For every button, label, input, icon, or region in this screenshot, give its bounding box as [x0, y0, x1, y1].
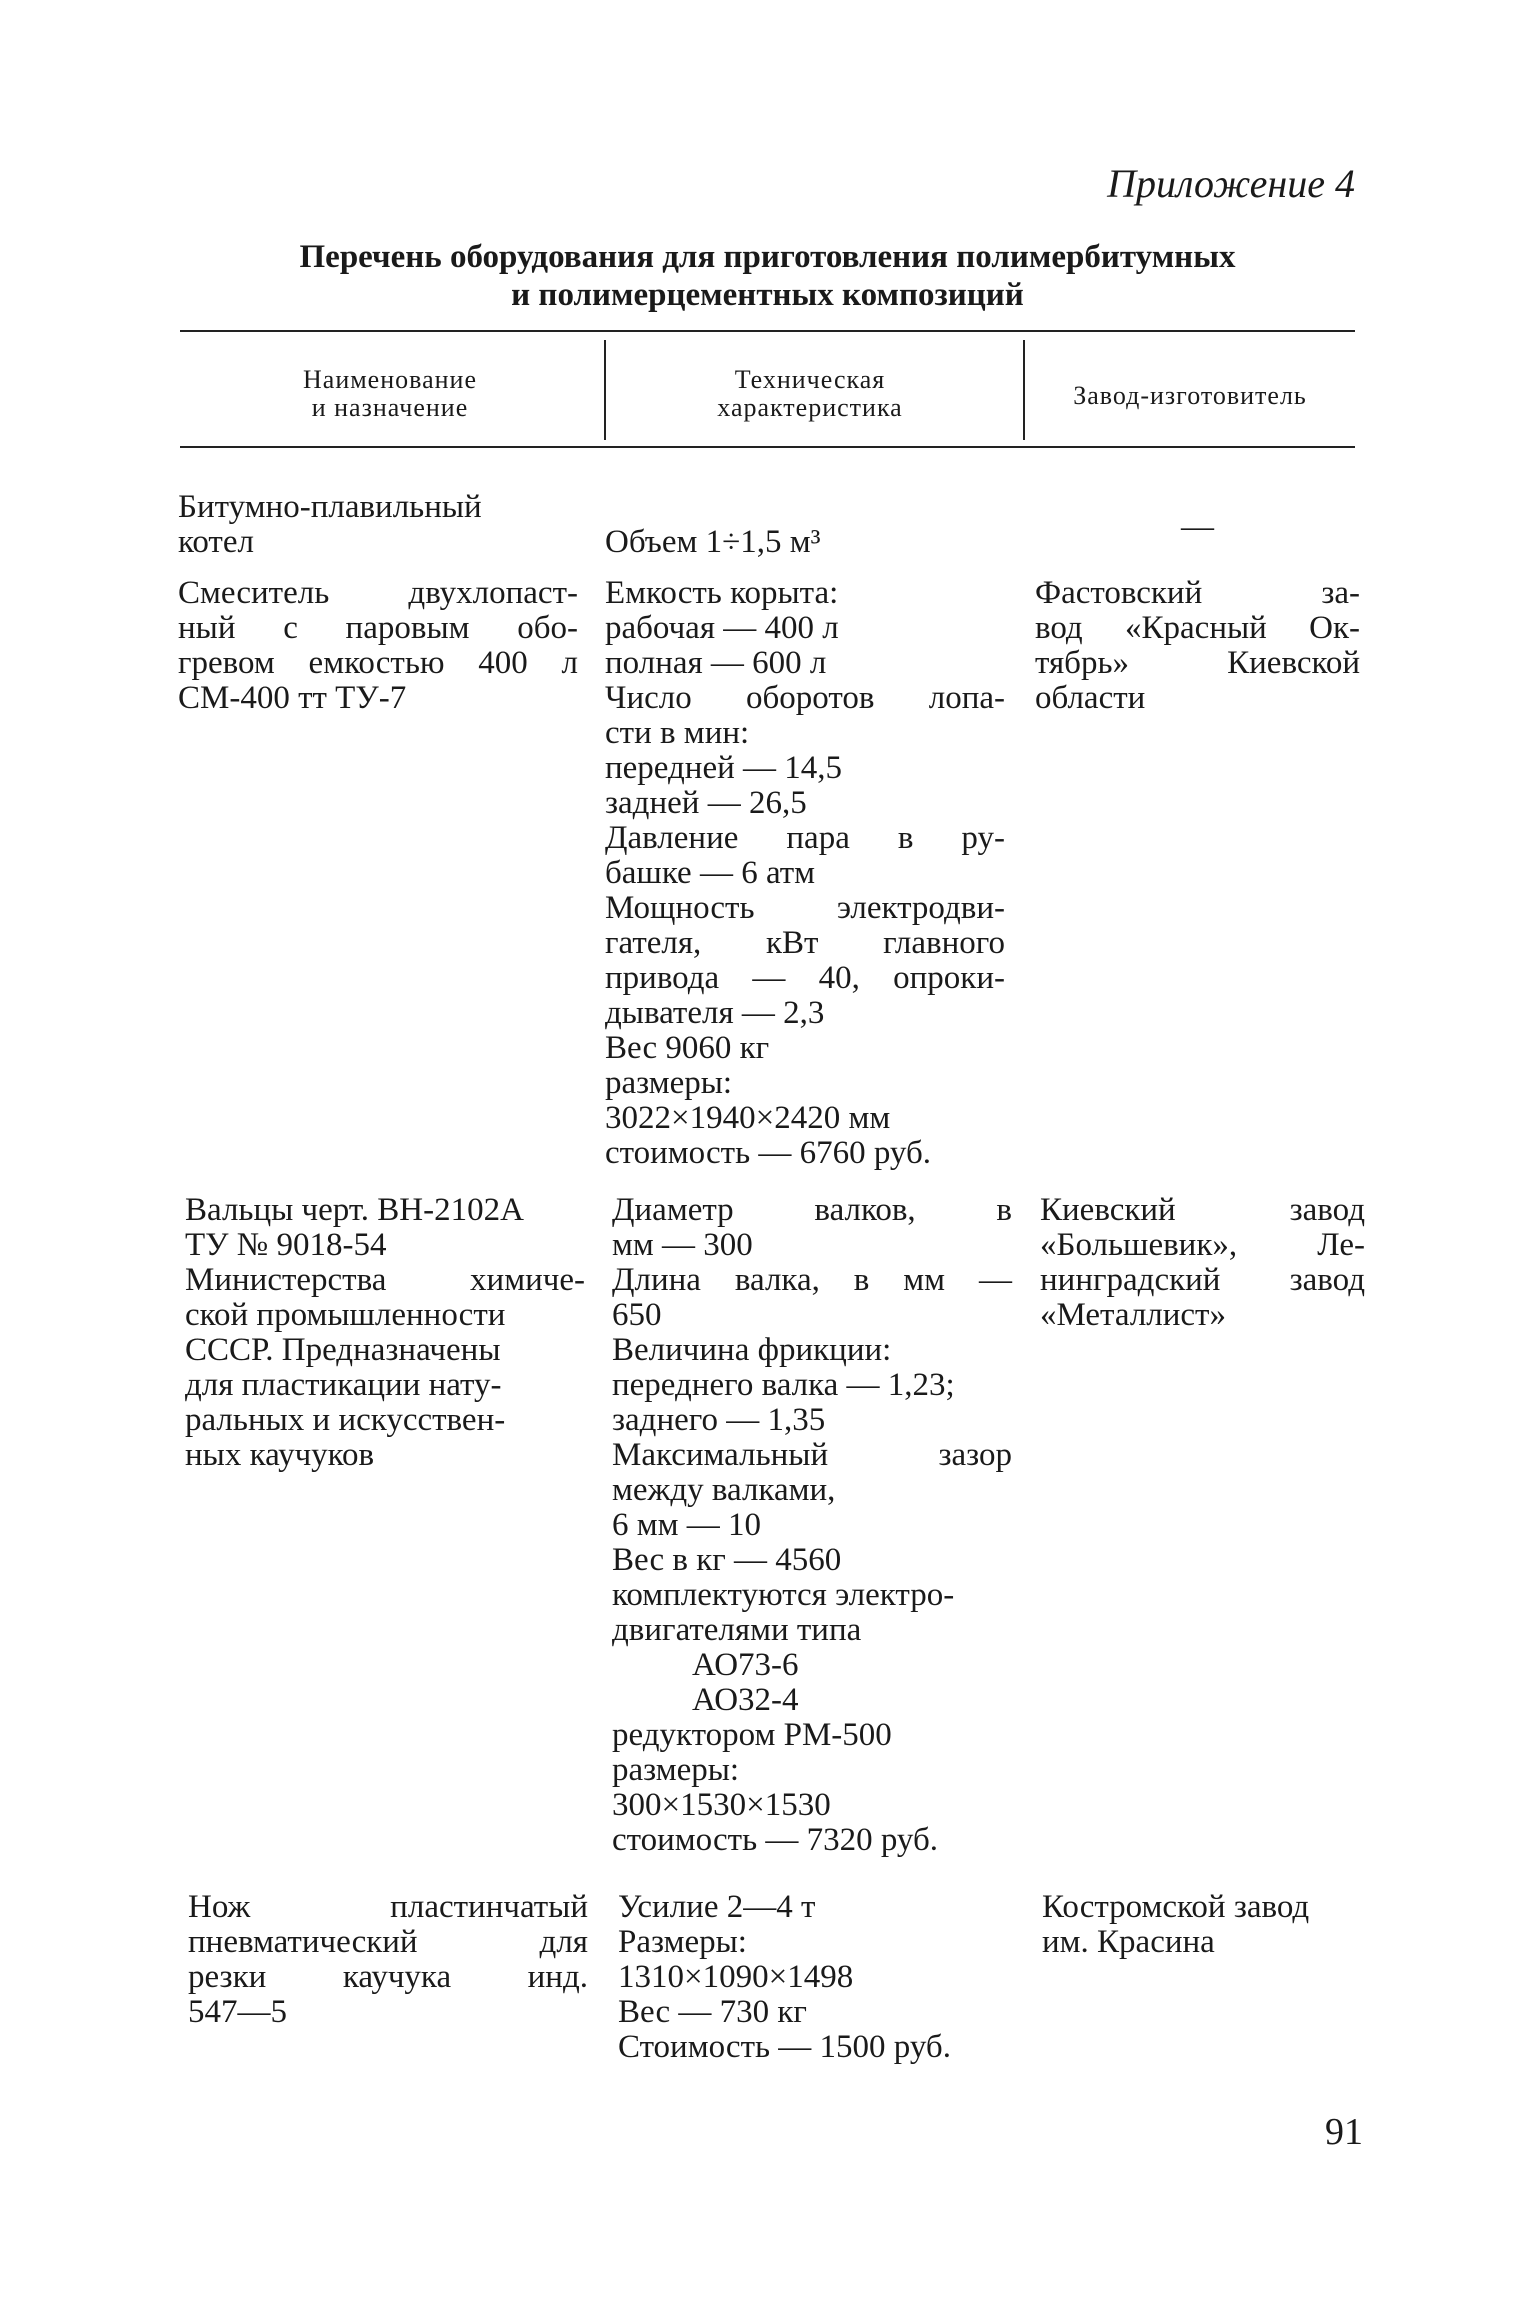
row-spec-cell: Объем 1÷1,5 м³ [605, 524, 821, 560]
row-spec-cell: Усилие 2—4 т Размеры: 1310×1090×1498 Вес — 730 кг Стоимость — 1500 руб. [618, 1889, 951, 2065]
title-line-2: и полимерцементных композиций [511, 277, 1024, 313]
header-spec-column: Техническая характеристика [717, 365, 903, 422]
header-name-column: Наименование и назначение [303, 365, 477, 422]
title-line-1: Перечень оборудования для приготовления полимербитумных [299, 239, 1236, 275]
row-name-cell: Вальцы черт. ВН-2102А ТУ № 9018-54 Министерства химиче- ской промышленности СССР. Предназначены для пластикации нату- ральных и искусствен- ных каучуков [185, 1192, 585, 1473]
appendix-label: Приложение 4 [1107, 161, 1355, 206]
row-name-cell: Смеситель двухлопаст- ный с паровым обо- гревом емкостью 400 л СМ-400 тт ТУ-7 [178, 575, 578, 716]
row-spec-cell: Емкость корыта: рабочая — 400 л полная — 600 л Число оборотов лопа- сти в мин: передней — 14,5 задней — 26,5 Давление пара в ру- башке — 6 атм Мощность электродви- гателя, кВт главного привода — 40, опроки- дывателя — 2,3 Вес 9060 кг размеры: 3022×1940×2420 мм стоимость — 6760 руб. [605, 575, 1005, 1171]
header-maker-column: Завод-изготовитель [1073, 381, 1307, 410]
row-maker-cell: Фастовский за- вод «Красный Ок- тябрь» Киевской области [1035, 575, 1360, 716]
row-maker-cell: Костромской завод им. Красина [1042, 1889, 1310, 1960]
row-spec-cell: Диаметр валков, в мм — 300 Длина валка, в мм — 650 Величина фрикции: переднего валка — 1,23; заднего — 1,35 Максимальный зазор между валками, 6 мм — 10 Вес в кг — 4560 комплектуются электро- двигателями типа АО73-6 АО32-4 редуктором РМ-500 размеры: 300×1530×1530 стоимость — 7320 руб. [612, 1192, 1012, 1858]
page-number: 91 [1325, 2111, 1363, 2153]
document-title [180, 238, 1355, 314]
row-maker-cell: — [1181, 509, 1214, 545]
row-name-cell: Битумно-плавильный котел [178, 489, 482, 560]
row-name-cell: Нож пластинчатый пневматический для резки каучука инд. 547—5 [188, 1889, 588, 2030]
table-header [180, 360, 1355, 440]
table-header-rule [180, 446, 1355, 448]
row-maker-cell: Киевский завод «Большевик», Ле- нинградский завод «Металлист» [1040, 1192, 1365, 1333]
table-top-rule [180, 330, 1355, 332]
